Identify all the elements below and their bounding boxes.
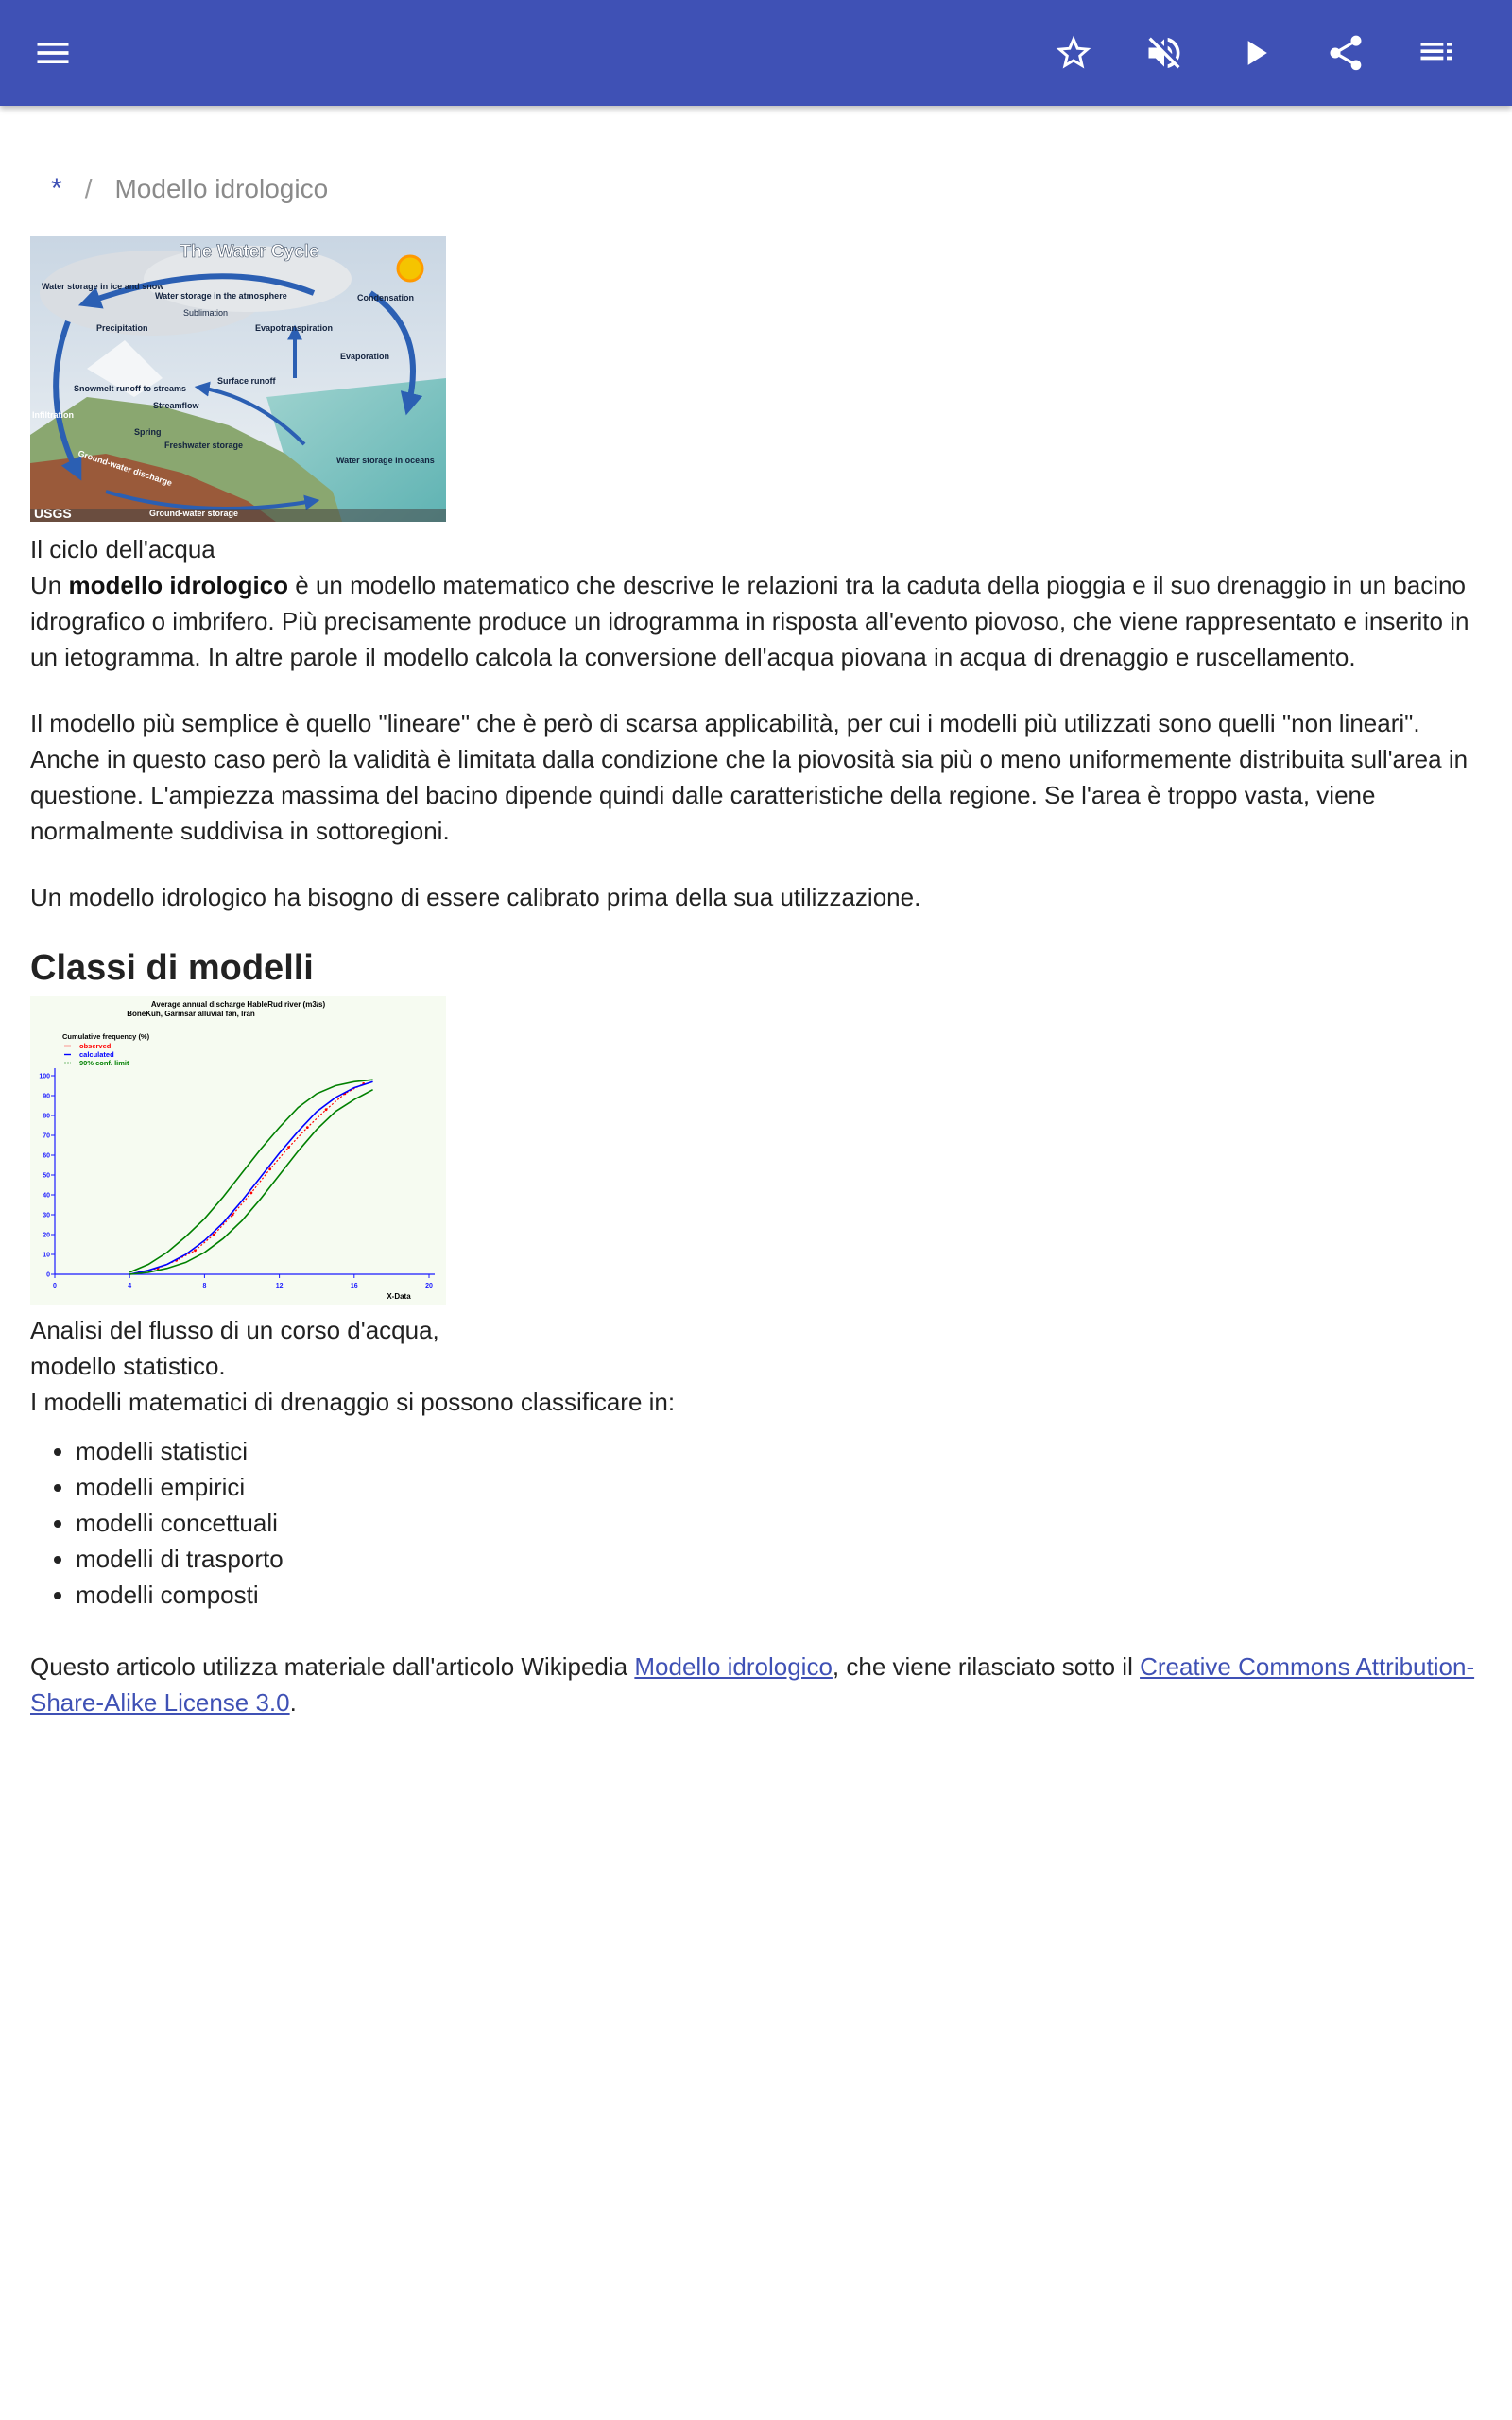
- list-item: • modelli statistici: [76, 1433, 1486, 1469]
- x-tick-label: 16: [350, 1283, 358, 1289]
- legend-entry: calculated: [79, 1050, 114, 1059]
- wikipedia-article-link[interactable]: Modello idrologico: [634, 1652, 833, 1681]
- volume-off-icon[interactable]: [1134, 23, 1194, 83]
- intro-paragraph-2: Il modello più semplice è quello "lineare" che è però di scarsa applicabilità, per cui i modelli più utilizzati sono quelli "non lineari". Anche in questo caso però la validità è limitata dalla condizione che la piovosità sia più o meno uniformemente distribuita sull'area in questione. L'ampiezza massima del bacino dipende quindi dalle caratteristiche della regione. Se l'area è troppo vasta, viene normalmente suddivisa in sottoregioni.: [30, 709, 1469, 845]
- water-cycle-title: The Water Cycle: [180, 242, 319, 262]
- data-point: [325, 1108, 328, 1111]
- list-item: • modelli empirici: [76, 1469, 1486, 1505]
- chart-title: Average annual discharge HableRud river (m3/s): [150, 1000, 326, 1009]
- label-infiltration: Infiltration: [32, 410, 74, 420]
- y-axis-label: Cumulative frequency (%): [62, 1032, 150, 1041]
- data-point: [213, 1234, 215, 1236]
- legend-entry: 90% conf. limit: [79, 1059, 129, 1067]
- series-line: [129, 1080, 372, 1272]
- label-oceans: Water storage in oceans: [336, 456, 435, 465]
- y-tick-label: 10: [43, 1252, 50, 1259]
- y-tick-label: 90: [43, 1093, 50, 1100]
- label-spring: Spring: [134, 427, 162, 437]
- attribution-text-end: .: [289, 1688, 297, 1717]
- y-tick-label: 80: [43, 1113, 50, 1120]
- section-heading: Classi di modelli: [30, 948, 314, 988]
- data-point: [306, 1126, 309, 1129]
- figure-caption: Il ciclo dell'acqua: [30, 535, 215, 563]
- y-tick-label: 0: [46, 1271, 50, 1279]
- attribution-text-start: Questo articolo utilizza materiale dall'articolo Wikipedia: [30, 1652, 635, 1681]
- series-line: [129, 1090, 372, 1274]
- intro-paragraph-1: [30, 567, 1486, 675]
- share-icon[interactable]: [1315, 23, 1376, 83]
- intro-paragraph-3: Un modello idrologico ha bisogno di essere calibrato prima della sua utilizzazione.: [30, 883, 921, 911]
- chart-caption-line-2: modello statistico.: [30, 1352, 226, 1380]
- x-tick-label: 0: [53, 1283, 57, 1289]
- data-point: [268, 1167, 271, 1170]
- app-bar: [0, 0, 1512, 106]
- y-tick-label: 100: [39, 1073, 50, 1080]
- play-icon[interactable]: [1225, 23, 1285, 83]
- list-item: • modelli concettuali: [76, 1505, 1486, 1541]
- label-gw-discharge: Ground-water discharge: [77, 448, 174, 489]
- license-link[interactable]: Creative Commons Attribution-Share-Alike License 3.0: [30, 1652, 1475, 1717]
- breadcrumb-home-link[interactable]: *: [51, 173, 62, 204]
- label-gw-storage: Ground-water storage: [149, 509, 239, 518]
- label-sublimation: Sublimation: [183, 308, 229, 318]
- list-item: • modelli composti: [76, 1577, 1486, 1613]
- water-cycle-image: [30, 236, 446, 522]
- water-cycle-figure[interactable]: [30, 236, 1486, 522]
- series-line: [139, 1083, 364, 1272]
- list-item: • modelli di trasporto: [76, 1541, 1486, 1577]
- label-atmosphere: Water storage in the atmosphere: [155, 291, 287, 301]
- x-tick-label: 20: [425, 1283, 433, 1289]
- label-freshwater: Freshwater storage: [164, 441, 244, 450]
- y-tick-label: 40: [43, 1192, 50, 1200]
- intro-text-rest: è un modello matematico che descrive le relazioni tra la caduta della pioggia e il suo drenaggio in un bacino idrografico o imbrifero. Più precisamente produce un idrogramma in risposta all'evento piovoso, che viene rappresentato e inserito in un ietogramma. In altre parole il modello calcola la conversione dell'acqua piovana in acqua di drenaggio e ruscellamento.: [30, 571, 1469, 671]
- legend-entry: observed: [79, 1042, 112, 1050]
- attribution-text-middle: , che viene rilasciato sotto il: [832, 1652, 1141, 1681]
- label-streamflow: Streamflow: [153, 401, 199, 410]
- y-tick-label: 20: [43, 1232, 50, 1239]
- menu-icon[interactable]: [23, 23, 83, 83]
- usgs-logo: USGS: [34, 506, 72, 521]
- breadcrumb: [30, 168, 1486, 210]
- model-class-list: [30, 1433, 1486, 1613]
- classification-intro: I modelli matematici di drenaggio si possono classificare in:: [30, 1388, 676, 1416]
- x-tick-label: 12: [275, 1283, 284, 1289]
- chart-caption-line-1: Analisi del flusso di un corso d'acqua,: [30, 1316, 439, 1344]
- article-content: [30, 106, 1486, 1751]
- data-point: [250, 1192, 253, 1195]
- playlist-icon[interactable]: [1406, 23, 1467, 83]
- chart-subtitle: BoneKuh, Garmsar alluvial fan, Iran: [127, 1010, 255, 1018]
- y-tick-label: 70: [43, 1132, 50, 1140]
- label-evapotranspiration: Evapotranspiration: [255, 323, 334, 333]
- data-point: [287, 1146, 290, 1149]
- label-condensation: Condensation: [357, 293, 414, 302]
- breadcrumb-current: Modello idrologico: [114, 174, 329, 203]
- star-outline-icon[interactable]: [1043, 23, 1104, 83]
- data-point: [194, 1249, 197, 1252]
- discharge-chart: [30, 996, 446, 1305]
- label-ice-snow: Water storage in ice and snow: [42, 282, 164, 291]
- label-evaporation: Evaporation: [340, 352, 390, 361]
- label-snowmelt: Snowmelt runoff to streams: [74, 384, 187, 393]
- x-tick-label: 4: [128, 1283, 132, 1289]
- discharge-chart-figure[interactable]: [30, 996, 1486, 1305]
- label-precipitation: Precipitation: [96, 323, 148, 333]
- attribution-paragraph: [30, 1649, 1486, 1720]
- label-surface-runoff: Surface runoff: [217, 376, 276, 386]
- y-tick-label: 60: [43, 1152, 50, 1160]
- intro-bold-term: modello idrologico: [68, 571, 289, 599]
- intro-text-start: Un: [30, 571, 69, 599]
- breadcrumb-separator: /: [84, 174, 93, 203]
- x-tick-label: 8: [202, 1283, 207, 1289]
- y-tick-label: 30: [43, 1212, 50, 1219]
- y-tick-label: 50: [43, 1172, 50, 1180]
- x-axis-label: X-Data: [387, 1292, 411, 1301]
